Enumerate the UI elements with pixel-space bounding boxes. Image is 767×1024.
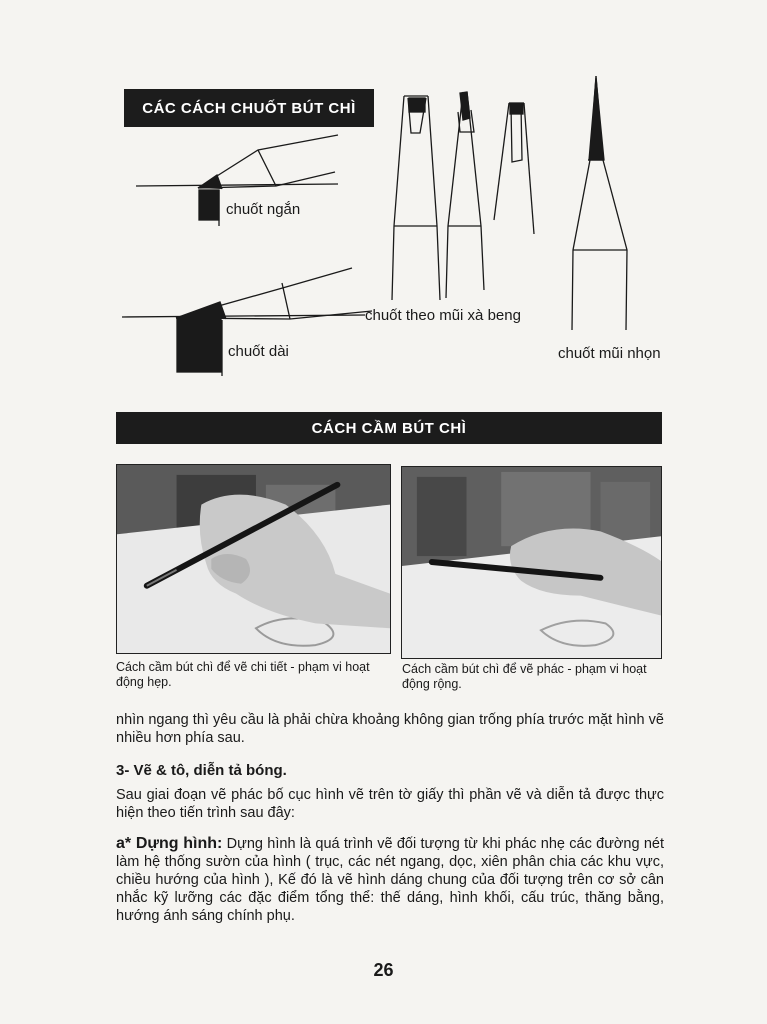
label-chisel-sharpen: chuốt theo mũi xà beng bbox=[365, 307, 521, 324]
label-pointed-sharpen: chuốt mũi nhọn bbox=[558, 345, 661, 362]
item-a-text: Dựng hình là quá trình vẽ đối tượng từ khi phác nhẹ các đường nét làm hệ thống sườn của hình ( trục, các nét ngang, dọc, xiên phân chia các khu vực, chiều hướng của hình ), Kế đó là vẽ hình dáng chung của đối tượng trên cơ sở cân nhắc kỹ lưỡng các đặc điểm tổng thể: thế dáng, hình khối, cấu trúc, thăng bằng, hướng ánh sáng chính phụ. bbox=[116, 836, 665, 924]
chisel-pencil-sketch-3 bbox=[494, 103, 534, 234]
label-short-sharpen: chuốt ngắn bbox=[226, 201, 301, 218]
pencil-sharpening-sketches bbox=[0, 0, 767, 400]
label-long-sharpen: chuốt dài bbox=[228, 343, 289, 360]
page-number: 26 bbox=[373, 960, 394, 980]
caption-sketch-grip: Cách cầm bút chì để vẽ phác - phạm vi hoạt động rộng. bbox=[402, 662, 647, 691]
photo-detail-grip bbox=[116, 464, 391, 654]
hold-section-title: CÁCH CẦM BÚT CHÌ bbox=[116, 412, 662, 444]
pointed-pencil-sketch bbox=[572, 76, 627, 330]
item-a-label: a* Dựng hình: bbox=[116, 835, 223, 852]
chisel-pencil-sketch bbox=[392, 96, 440, 300]
paragraph-item-a bbox=[116, 835, 664, 925]
section-heading: 3- Vẽ & tô, diễn tả bóng. bbox=[116, 762, 287, 779]
sharpen-section-title: CÁC CÁCH CHUỐT BÚT CHÌ bbox=[124, 89, 374, 127]
chisel-pencil-sketch-2 bbox=[446, 92, 484, 298]
photo-sketch-grip bbox=[401, 466, 662, 659]
paragraph-process: Sau giai đoạn vẽ phác bố cục hình vẽ trên tờ giấy thì phần vẽ và diễn tả được thực hiện theo tiến trình sau đây: bbox=[116, 787, 664, 821]
paragraph-intro: nhìn ngang thì yêu cầu là phải chừa khoảng không gian trống phía trước mặt hình vẽ nhiều hơn phía sau. bbox=[116, 712, 664, 746]
caption-detail-grip: Cách cầm bút chì để vẽ chi tiết - phạm vi hoạt động hẹp. bbox=[116, 660, 370, 689]
